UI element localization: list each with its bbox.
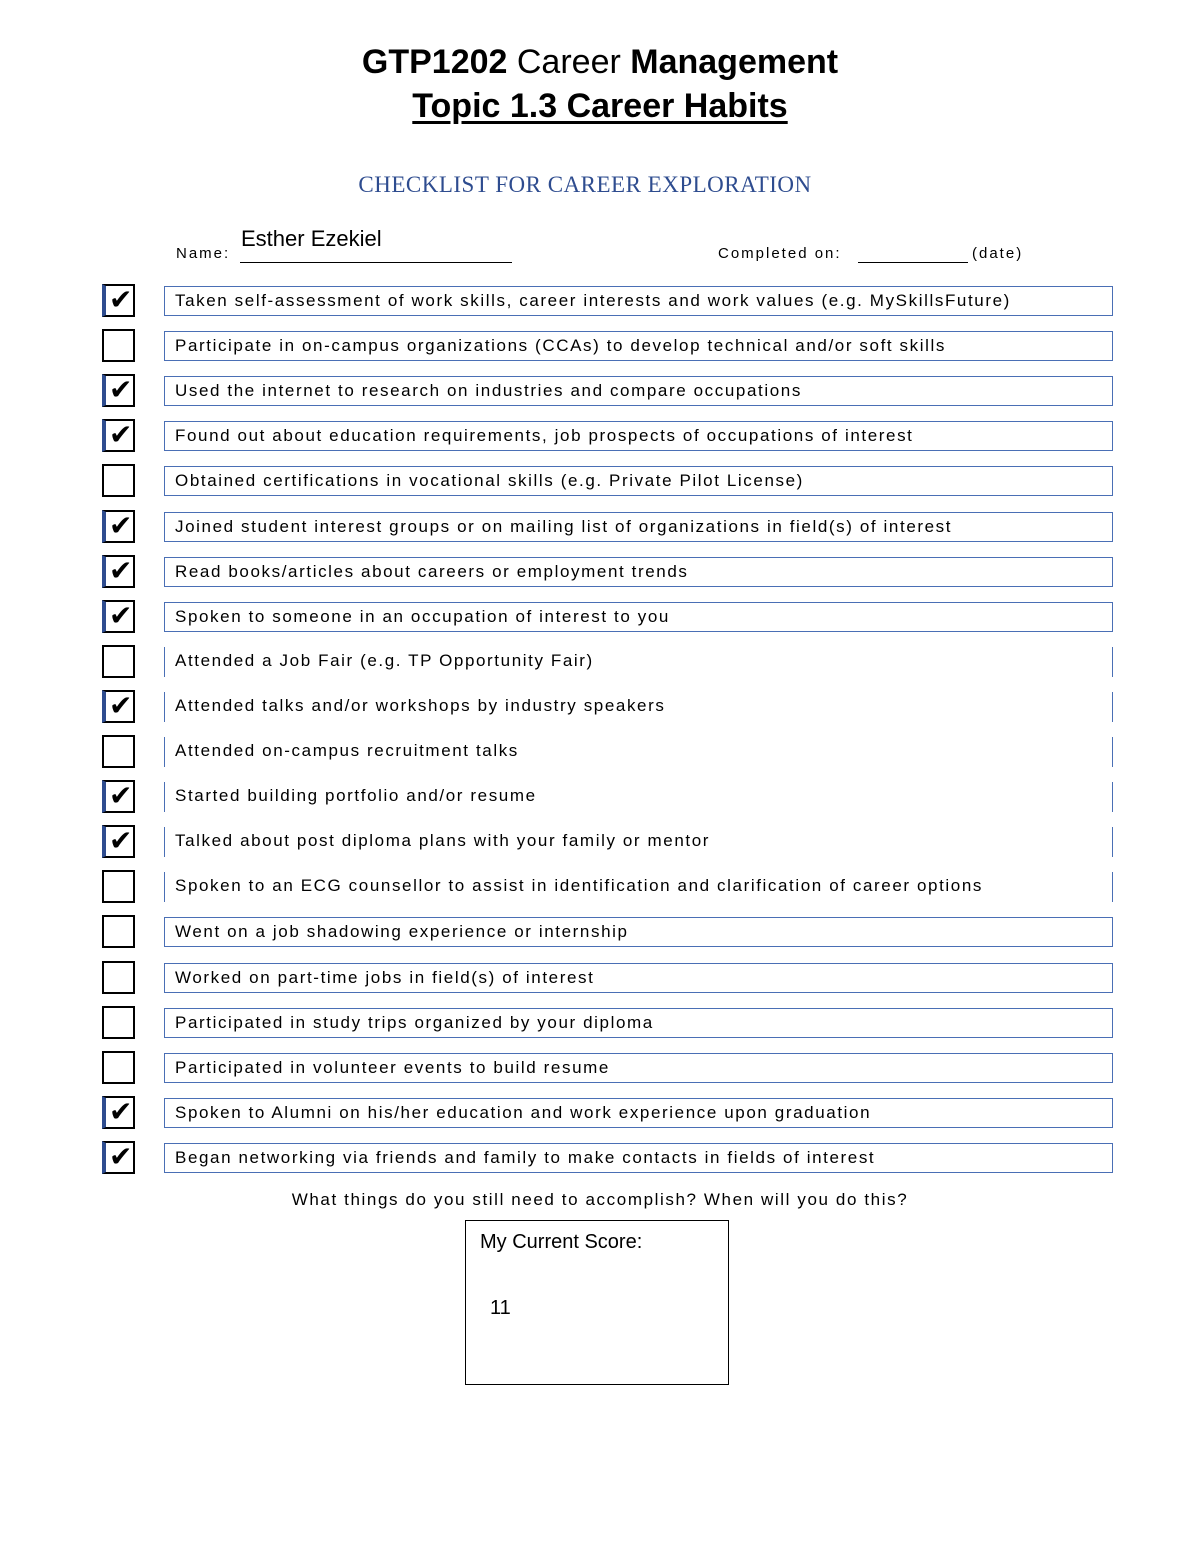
checklist-row: [0, 870, 1200, 906]
checkbox[interactable]: [102, 915, 135, 948]
checkmark-icon: ✔: [109, 688, 133, 722]
checklist-row: [0, 780, 1200, 816]
checklist-item-text: Spoken to an ECG counsellor to assist in identification and clarification of career options: [175, 876, 984, 896]
checklist-row: [0, 690, 1200, 726]
checklist-row: [0, 915, 1200, 951]
checklist-item-text: Read books/articles about careers or employment trends: [175, 561, 689, 581]
completed-on-underline[interactable]: [858, 262, 968, 263]
name-underline: [240, 262, 512, 263]
date-label: (date): [972, 245, 1024, 262]
checkmark-icon: ✔: [109, 553, 133, 587]
checklist-item-text: Spoken to someone in an occupation of interest to you: [175, 606, 670, 626]
checkbox[interactable]: [102, 645, 135, 678]
checklist-item-text: Worked on part-time jobs in field(s) of interest: [175, 967, 595, 987]
checklist-item-box: [164, 331, 1113, 361]
checklist-item-box: [164, 466, 1113, 496]
checklist-item-box: [164, 737, 1113, 767]
checkbox[interactable]: [102, 825, 135, 858]
checkmark-icon: ✔: [109, 1139, 133, 1173]
checkmark-icon: ✔: [109, 508, 133, 542]
checklist-row: [0, 961, 1200, 997]
name-value[interactable]: Esther Ezekiel: [241, 226, 382, 251]
checklist-item-text: Attended talks and/or workshops by industry speakers: [175, 695, 666, 715]
checklist-item-text: Participated in volunteer events to build resume: [175, 1057, 610, 1077]
checkbox[interactable]: [102, 735, 135, 768]
checkbox[interactable]: [102, 1141, 135, 1174]
checklist-item-box: [164, 602, 1113, 632]
checkbox[interactable]: [102, 600, 135, 633]
checklist-item-box: [164, 692, 1113, 722]
checklist-row: [0, 1051, 1200, 1087]
checkbox[interactable]: [102, 870, 135, 903]
checkbox[interactable]: [102, 780, 135, 813]
score-box: [465, 1220, 729, 1385]
checklist-item-text: Joined student interest groups or on mailing list of organizations in field(s) of interest: [175, 516, 953, 536]
checkbox[interactable]: [102, 510, 135, 543]
checkmark-icon: ✔: [109, 373, 133, 407]
checkbox[interactable]: [102, 555, 135, 588]
checklist-item-box: [164, 1098, 1113, 1128]
checklist-item-box: [164, 421, 1113, 451]
checklist-item-box: [164, 782, 1113, 812]
checklist-item-box: [164, 557, 1113, 587]
checkbox[interactable]: [102, 419, 135, 452]
checkbox[interactable]: [102, 284, 135, 317]
checkmark-icon: ✔: [109, 418, 133, 452]
checkmark-icon: ✔: [109, 1094, 133, 1128]
completed-on-label: Completed on:: [718, 245, 842, 262]
checklist-item-text: Went on a job shadowing experience or internship: [175, 922, 629, 942]
checklist-row: [0, 825, 1200, 861]
checklist-item-text: Attended a Job Fair (e.g. TP Opportunity Fair): [175, 650, 594, 670]
checklist-row: [0, 510, 1200, 546]
checklist-row: [0, 1096, 1200, 1132]
checklist-item-text: Talked about post diploma plans with your family or mentor: [175, 831, 711, 851]
checklist-item-box: [164, 286, 1113, 316]
name-label: Name:: [176, 245, 231, 262]
course-title: [0, 40, 1200, 84]
checklist-item-text: Obtained certifications in vocational skills (e.g. Private Pilot License): [175, 471, 804, 491]
checklist-item-box: [164, 647, 1113, 677]
checklist-item-text: Participated in study trips organized by your diploma: [175, 1012, 654, 1032]
score-label: My Current Score:: [480, 1231, 643, 1253]
checklist-row: [0, 374, 1200, 410]
checkmark-icon: ✔: [109, 598, 133, 632]
checklist-item-box: [164, 512, 1113, 542]
checklist-item-text: Spoken to Alumni on his/her education and work experience upon graduation: [175, 1102, 872, 1122]
checklist-row: [0, 464, 1200, 500]
checklist-item-box: [164, 1008, 1113, 1038]
checklist-item-box: [164, 827, 1113, 857]
checkbox[interactable]: [102, 464, 135, 497]
checkmark-icon: ✔: [109, 779, 133, 813]
checklist-item-box: [164, 872, 1113, 902]
checklist-item-text: Participate in on-campus organizations (CCAs) to develop technical and/or soft skills: [175, 336, 946, 356]
course-code: GTP1202: [361, 43, 508, 81]
checklist-row: [0, 735, 1200, 771]
checklist-item-text: Used the internet to research on industries and compare occupations: [175, 381, 802, 401]
checklist-item-text: Taken self-assessment of work skills, career interests and work values (e.g. MySkillsFuture): [175, 291, 1011, 310]
topic-title: Topic 1.3 Career Habits: [412, 87, 788, 125]
course-word-career: Career: [516, 43, 621, 81]
checklist-item-box: [164, 1053, 1113, 1083]
checklist-item-text: Found out about education requirements, job prospects of occupations of interest: [175, 426, 914, 446]
checklist-row: [0, 1006, 1200, 1042]
reflection-question: What things do you still need to accomplish? When will you do this?: [291, 1190, 909, 1209]
checklist-row: [0, 419, 1200, 455]
checklist-row: [0, 1141, 1200, 1177]
checklist-row: [0, 284, 1200, 320]
checkbox[interactable]: [102, 329, 135, 362]
checklist-item-box: [164, 1143, 1113, 1173]
checklist-item-box: [164, 963, 1113, 993]
checklist-item-box: [164, 376, 1113, 406]
course-word-management: Management: [630, 43, 839, 81]
checkmark-icon: ✔: [109, 824, 133, 858]
checklist-row: [0, 645, 1200, 681]
checklist-row: [0, 555, 1200, 591]
checkbox[interactable]: [102, 1096, 135, 1129]
checkbox[interactable]: [102, 374, 135, 407]
checkbox[interactable]: [102, 961, 135, 994]
checkbox[interactable]: [102, 1006, 135, 1039]
checklist-row: [0, 329, 1200, 365]
checkbox[interactable]: [102, 1051, 135, 1084]
checklist-item-box: [164, 917, 1113, 947]
checklist-row: [0, 600, 1200, 636]
checkbox[interactable]: [102, 690, 135, 723]
checklist-title: CHECKLIST FOR CAREER EXPLORATION: [358, 172, 812, 197]
checklist-item-text: Attended on-campus recruitment talks: [175, 741, 519, 760]
checklist-item-text: Began networking via friends and family to make contacts in fields of interest: [175, 1147, 876, 1167]
checklist-item-text: Started building portfolio and/or resume: [175, 786, 537, 806]
score-value[interactable]: 11: [490, 1297, 511, 1319]
checkmark-icon: ✔: [109, 283, 133, 316]
